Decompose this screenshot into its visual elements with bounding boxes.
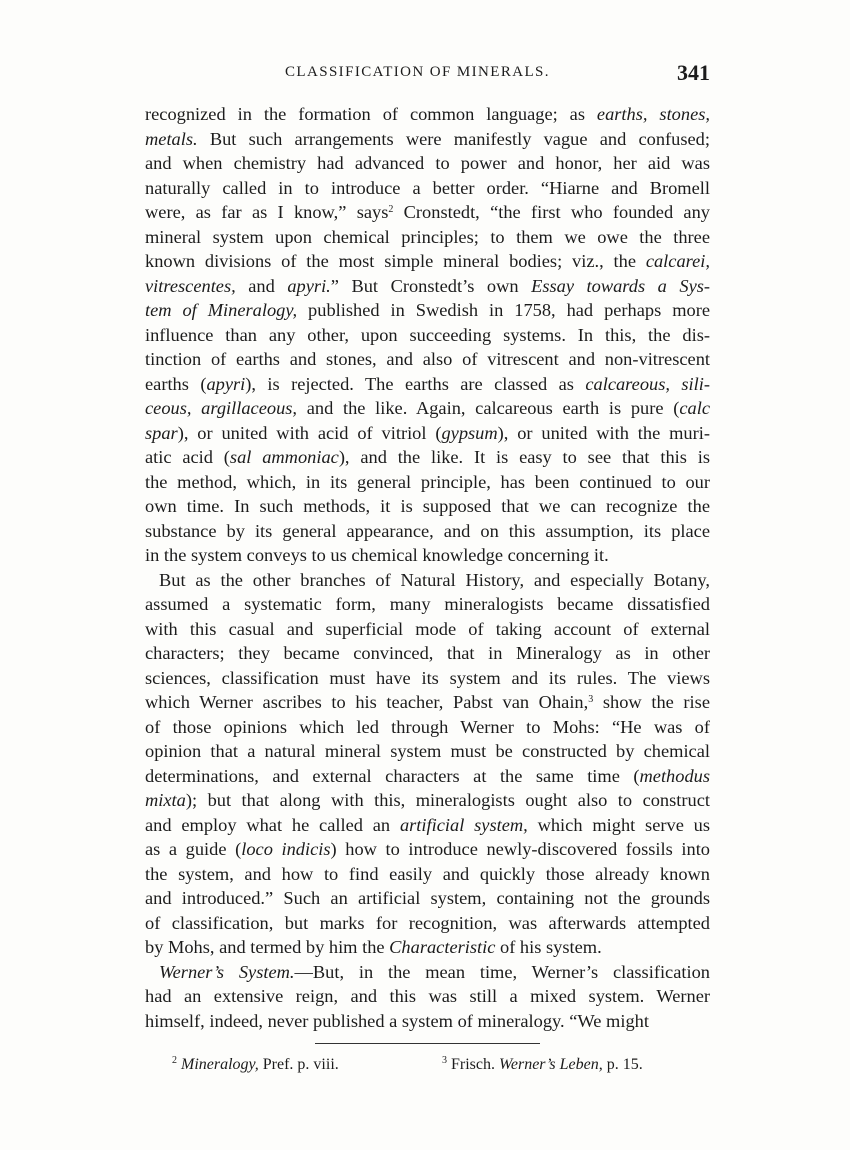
text-run: and when chemistry had advanced to power and honor, her aid was (145, 153, 710, 173)
text-line (145, 372, 710, 397)
italic-text: earths, stones, (596, 104, 710, 124)
text-line (145, 323, 710, 348)
text-line (145, 837, 710, 862)
text-line (145, 102, 710, 127)
text-run: influence than any other, upon succeeding systems. In this, the dis- (145, 324, 710, 345)
italic-text: sal ammoniac (229, 447, 339, 467)
text-line (145, 274, 710, 299)
italic-text: loco indicis (241, 839, 331, 859)
text-run: But as the other branches of Natural History, and especially Botany, (159, 569, 710, 590)
italic-text: calcareous, sili- (585, 373, 710, 394)
text-run: the method, which, in its general principle, has been continued to our (145, 471, 710, 492)
text-run: were, as far as I know,” says (145, 202, 389, 222)
text-run: determinations, and external characters at the same time ( (145, 765, 640, 786)
italic-text: tem of Mineralogy, (145, 300, 298, 320)
italic-text: artificial system, (399, 814, 528, 835)
text-run: earths ( (145, 373, 207, 394)
italic-text: mixta (145, 790, 186, 810)
text-run: by Mohs, and termed by him the (145, 937, 390, 957)
footnote-3 (442, 1056, 643, 1074)
italic-text: Werner’s System. (159, 961, 295, 982)
text-line (145, 176, 710, 201)
italic-text: methodus (639, 765, 710, 786)
text-run: with this casual and superficial mode of taking account of external (145, 618, 710, 639)
text-line (145, 396, 710, 421)
text-run: ), or united with acid of vitriol ( (177, 422, 442, 443)
text-run: as a guide ( (145, 839, 242, 859)
text-run: and employ what he called an (145, 814, 400, 835)
text-line (145, 543, 710, 568)
text-line (145, 568, 710, 593)
text-line (145, 1009, 710, 1034)
italic-text: apyri (206, 373, 246, 394)
italic-text: apyri. (287, 275, 331, 296)
text-line (145, 911, 710, 936)
text-line (145, 494, 710, 519)
text-run: ), is rejected. The earths are classed as (245, 373, 586, 394)
text-run: himself, indeed, never published a system of mineralogy. “We might (145, 1010, 649, 1031)
text-line (145, 127, 710, 152)
text-run: tinction of earths and stones, and also of vitrescent and non-vitrescent (145, 349, 710, 369)
footnote-ref: 2 (172, 1055, 177, 1066)
text-line (145, 764, 710, 789)
text-line (145, 617, 710, 642)
text-run: ” But Cronstedt’s own (330, 275, 532, 296)
text-run: ), and the like. It is easy to see that this is (338, 447, 710, 467)
footnote-ref: 3 (442, 1055, 447, 1066)
text-line (145, 592, 710, 617)
italic-text: Essay towards a Sys- (531, 275, 711, 296)
italic-text: ceous, argillaceous, (145, 398, 298, 418)
text-run: and introduced.” Such an artificial system, containing not the grounds (145, 888, 710, 908)
text-run: of those opinions which led through Werner to Mohs: “He was of (145, 716, 710, 737)
text-line (145, 151, 710, 176)
text-run: and the like. Again, calcareous earth is pure ( (297, 398, 680, 418)
text-line (145, 347, 710, 372)
footnote-divider (315, 1043, 540, 1044)
text-line (145, 641, 710, 666)
footnote-ref: 3 (588, 694, 594, 705)
text-run: which might serve us (527, 814, 711, 835)
text-run: ), or united with the muri- (497, 422, 710, 443)
text-run: recognized in the formation of common language; as (145, 104, 597, 124)
text-line (145, 445, 710, 470)
italic-text: vitrescentes, (145, 275, 236, 296)
text-run: characters; they became convinced, that in Mineralogy as in other (145, 643, 710, 663)
text-run: But such arrangements were manifestly vague and confused; (197, 128, 710, 149)
text-run: Pref. p. viii. (258, 1056, 339, 1073)
italic-text: gypsum (441, 422, 498, 443)
text-line (145, 690, 710, 715)
text-line (145, 225, 710, 250)
text-run: Cronstedt, “the first who founded any (393, 202, 710, 222)
text-line (145, 960, 710, 985)
italic-text: spar (145, 422, 178, 443)
running-head (145, 60, 710, 90)
body-text (145, 102, 710, 1033)
text-run: assumed a systematic form, many mineralogists became dissatisfied (145, 594, 710, 614)
text-run: substance by its general appearance, and on this assumption, its place (145, 520, 710, 541)
text-run: show the rise (593, 692, 710, 712)
text-line (145, 935, 710, 960)
text-run: which Werner ascribes to his teacher, Pabst van Ohain, (145, 692, 589, 712)
italic-text: metals. (145, 128, 198, 149)
text-line (145, 739, 710, 764)
text-run: and (235, 275, 288, 296)
page-number: 341 (677, 60, 710, 85)
text-line (145, 862, 710, 887)
text-line (145, 470, 710, 495)
text-line (145, 249, 710, 274)
text-line (145, 715, 710, 740)
text-run: p. 15. (602, 1056, 643, 1073)
text-line (145, 886, 710, 911)
italic-text: Characteristic (389, 937, 496, 957)
text-run: ) how to introduce newly-discovered fossils into (330, 839, 710, 859)
text-line (145, 984, 710, 1009)
text-run: own time. In such methods, it is supposed that we can recognize the (145, 496, 710, 516)
text-run: the system, and how to find easily and quickly those already known (145, 863, 710, 884)
text-run: of his system. (495, 937, 602, 957)
text-run: mineral system upon chemical principles; to them we owe the three (145, 226, 710, 247)
text-line (145, 200, 710, 225)
text-line (145, 519, 710, 544)
text-run: sciences, classification must have its system and its rules. The views (145, 667, 710, 688)
text-line (145, 813, 710, 838)
text-run: known divisions of the most simple mineral bodies; viz., the (145, 251, 646, 271)
text-run: had an extensive reign, and this was still a mixed system. Werner (145, 986, 710, 1006)
text-run: atic acid ( (145, 447, 230, 467)
footnote-2 (172, 1056, 339, 1074)
text-run: published in Swedish in 1758, had perhaps more (297, 300, 710, 320)
text-line (145, 421, 710, 446)
footnote-ref: 2 (388, 204, 394, 215)
text-run: Frisch. (447, 1056, 499, 1073)
text-line (145, 298, 710, 323)
text-run: naturally called in to introduce a better order. “Hiarne and Bromell (145, 177, 710, 198)
text-line (145, 788, 710, 813)
text-run: —But, in the mean time, Werner’s classification (294, 961, 710, 982)
italic-text: Werner’s Leben, (499, 1056, 603, 1073)
italic-text: calcarei, (645, 251, 710, 271)
text-run: ); but that along with this, mineralogists ought also to construct (185, 790, 710, 810)
italic-text: Mineralogy, (181, 1056, 259, 1073)
running-head-title: CLASSIFICATION OF MINERALS. (285, 64, 550, 80)
text-line (145, 666, 710, 691)
text-run: in the system conveys to us chemical knowledge concerning it. (145, 545, 609, 565)
italic-text: calc (679, 398, 710, 418)
text-run: of classification, but marks for recognition, was afterwards attempted (145, 912, 710, 933)
text-run: opinion that a natural mineral system must be constructed by chemical (145, 741, 710, 761)
